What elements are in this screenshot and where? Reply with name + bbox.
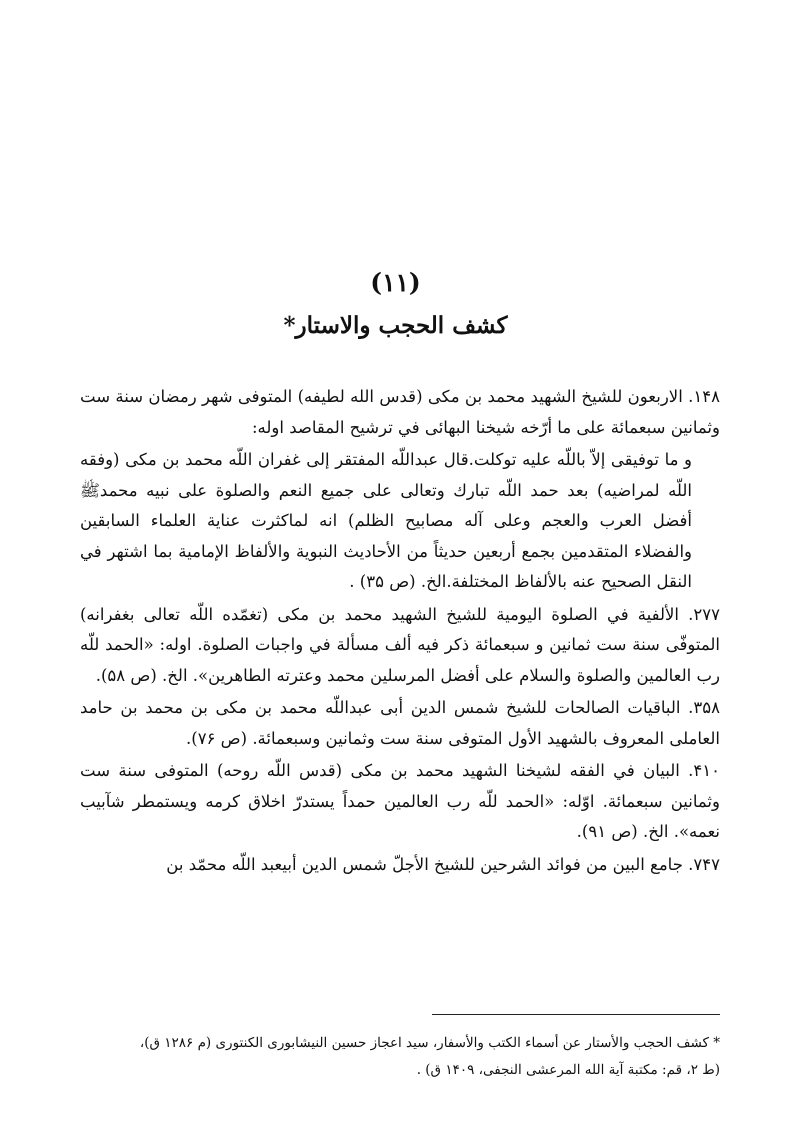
entry-358 bbox=[80, 693, 720, 754]
entry-number: ۴۱۰. bbox=[688, 761, 720, 780]
entry-text: الباقيات الصالحات للشيخ شمس الدين أبى عبداللّه محمد بن مكى بن محمد بن حامد العاملى المعروف بالشهيد الأول المتوفى سنة ست وثمانين وسبعمائة. (ص ۷۶). bbox=[80, 698, 720, 748]
chapter-title: كشف الحجب والاستار* bbox=[283, 312, 508, 339]
chapter-number: (۱۱) bbox=[370, 268, 421, 297]
entry-text: الألفية في الصلوة اليومية للشيخ الشهيد محمد بن مكى (تغمّده اللّه تعالى بغفرانه) المتوفّى سنة ست ثمانين و سبعمائة ذكر فيه ألف مسألة في واجبات الصلوة. اوله: «الحمد للّه رب العالمين والصلوة والسلام على أفضل المرسلين محمد وعترته الطاهرين». الخ. (ص ۵۸). bbox=[80, 604, 720, 685]
entry-277 bbox=[80, 600, 720, 692]
footnote-line-2: (ط ۲، قم: مكتبة آية الله المرعشى النجفى، ۱۴۰۹ ق) . bbox=[416, 1062, 720, 1078]
entry-747 bbox=[80, 850, 720, 881]
entry-number: ۱۴۸. bbox=[688, 387, 720, 406]
footnote-line-1: * كشف الحجب والأستار عن أسماء الكتب والأسفار، سيد اعجاز حسين النيشابورى الكنتورى (م ۱۲۸۶ ق)، bbox=[139, 1035, 720, 1051]
footnote-divider bbox=[432, 1014, 720, 1015]
entry-number: ۷۴۷. bbox=[688, 854, 720, 874]
entry-410 bbox=[80, 756, 720, 848]
entry-text: الاربعون للشيخ الشهيد محمد بن مكى (قدس الله لطيفه) المتوفى شهر رمضان سنة ست وثمانين سبعمائة على ما أرّخه شيخنا البهائى في ترشيح المقاصد اوله: bbox=[80, 387, 720, 437]
entries-body bbox=[80, 382, 720, 882]
entry-text: البيان في الفقه لشيخنا الشهيد محمد بن مكى (قدس اللّه روحه) المتوفى سنة ست وثمانين سبعمائة. اوّله: «الحمد للّه رب العالمين حمداً يستدرّ اخلاق كرمه ويستمطر شآبيب نعمه». الخ. (ص ۹۱). bbox=[80, 761, 720, 841]
entry-text: جامع البين من فوائد الشرحين للشيخ الأجلّ شمس الدين أبيعبد اللّه محمّد بن bbox=[166, 854, 683, 874]
footnote bbox=[60, 1030, 720, 1084]
entry-148-quote: و ما توفيقى إلاّ باللّه عليه توكلت.قال عبداللّه المفتقر إلى غفران اللّه محمد بن مكى (وفقه اللّه لمراضيه) بعد حمد اللّه تبارك وتعالى على جميع النعم والصلوة على نبيه محمدﷺ أفضل العرب والعجم وعلى آله مصابيح الظلم) انه لماكثرت عناية العلماء السابقين والفضلاء المتقدمين بجمع أربعين حديثاً من الأحاديث النبوية والألفاظ الإمامية بما اشتهر في النقل الصحيح عنه بالألفاظ المختلفة.الخ. (ص ۳۵) . bbox=[80, 450, 692, 591]
entry-148 bbox=[80, 382, 720, 443]
entry-number: ۲۷۷. bbox=[688, 604, 721, 624]
entry-number: ۳۵۸. bbox=[688, 698, 720, 717]
